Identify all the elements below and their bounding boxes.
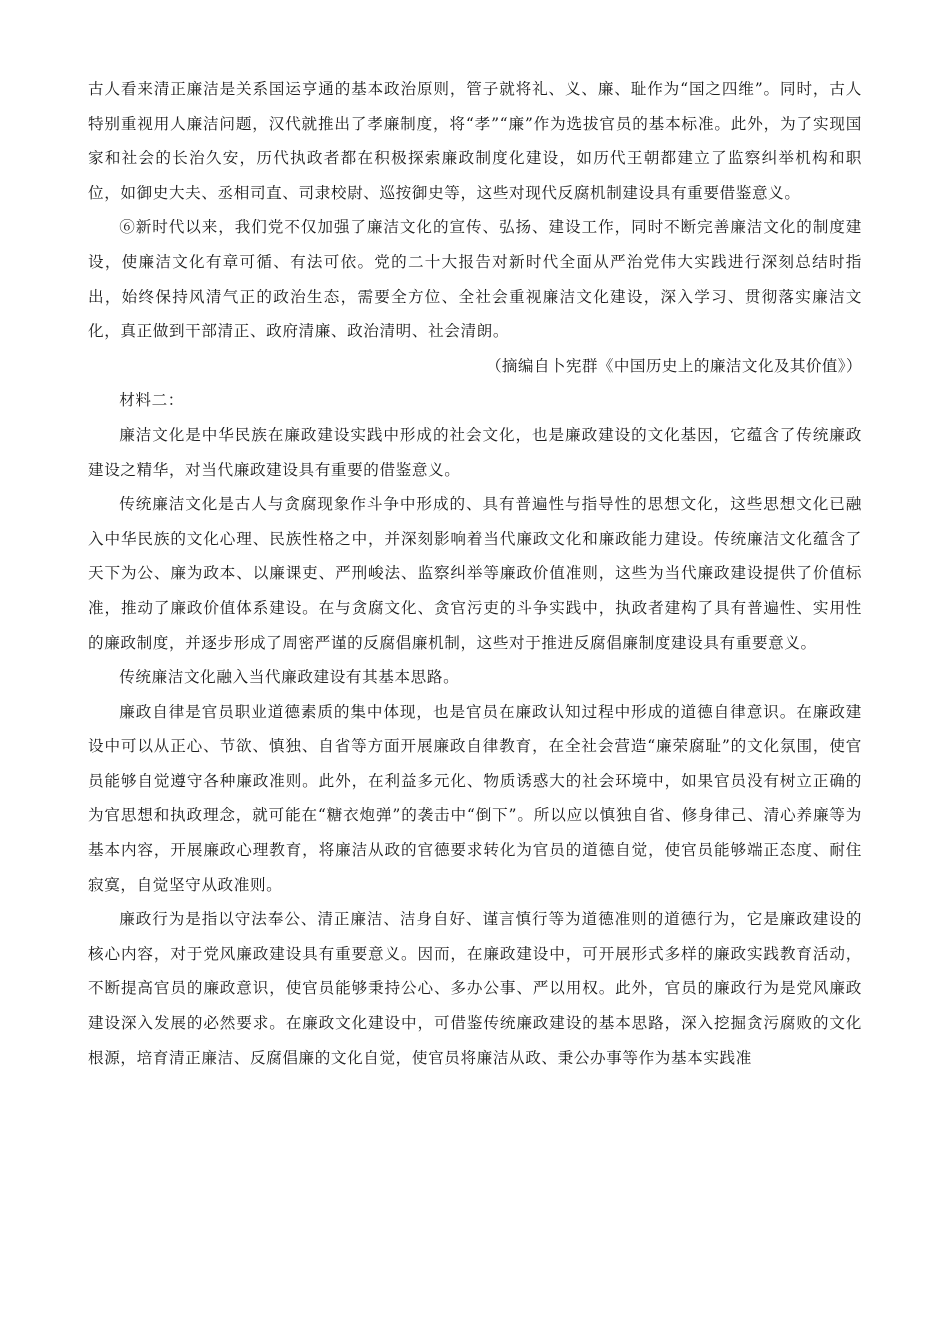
material-two-label: 材料二：: [119, 391, 184, 410]
paragraph-m2-3: 传统廉洁文化融入当代廉政建设有其基本思路。: [119, 668, 460, 687]
paragraph-6: ⑥新时代以来，我们党不仅加强了廉洁文化的宣传、弘扬、建设工作，同时不断完善廉洁文化的制度建设，使廉洁文化有章可循、有法可依。党的二十大报告对新时代全面从严治党伟大实践进行深刻总结时指出，始终保持风清气正的政治生态，需要全方位、全社会重视廉洁文化建设，深入学习、贯彻落实廉洁文化，真正做到干部清正、政府清廉、政治清明、社会清朗。: [88, 218, 862, 341]
paragraph-m2-5: 廉政行为是指以守法奉公、清正廉洁、洁身自好、谨言慎行等为道德准则的道德行为，它是廉政建设的核心内容，对于党风廉政建设具有重要意义。因而，在廉政建设中，可开展形式多样的廉政实践教育活动，不断提高官员的廉政意识，使官员能够秉持公心、多办公事、严以用权。此外，官员的廉政行为是党风廉政建设深入发展的必然要求。在廉政文化建设中，可借鉴传统廉政建设的基本思路，深入挖掘贪污腐败的文化根源，培育清正廉洁、反腐倡廉的文化自觉，使官员将廉洁从政、秉公办事等作为基本实践准: [88, 910, 862, 1067]
paragraph-m2-4: 廉政自律是官员职业道德素质的集中体现，也是官员在廉政认知过程中形成的道德自律意识。在廉政建设中可以从正心、节欲、慎独、自省等方面开展廉政自律教育，在全社会营造“廉荣腐耻”的文化氛围，使官员能够自觉遵守各种廉政准则。此外，在利益多元化、物质诱惑大的社会环境中，如果官员没有树立正确的为官思想和执政理念，就可能在“糖衣炮弹”的袭击中“倒下”。所以应以慎独自省、修身律己、清心养廉等为基本内容，开展廉政心理教育，将廉洁从政的官德要求转化为官员的道德自觉，使官员能够端正态度、耐住寂寞，自觉坚守从政准则。: [88, 702, 862, 894]
paragraph-m2-2: 传统廉洁文化是古人与贪腐现象作斗争中形成的、具有普遍性与指导性的思想文化，这些思想文化已融入中华民族的文化心理、民族性格之中，并深刻影响着当代廉政文化和廉政能力建设。传统廉洁文化蕴含了天下为公、廉为政本、以廉课吏、严刑峻法、监察纠举等廉政价值准则，这些为当代廉政建设提供了价值标准，推动了廉政价值体系建设。在与贪腐文化、贪官污吏的斗争实践中，执政者建构了具有普遍性、实用性的廉政制度，并逐步形成了周密严谨的反腐倡廉机制，这些对于推进反腐倡廉制度建设具有重要意义。: [88, 495, 862, 652]
document-page: [88, 72, 862, 1075]
paragraph-continuation: 古人看来清正廉洁是关系国运亨通的基本政治原则，管子就将礼、义、廉、耻作为“国之四维”。同时，古人特别重视用人廉洁问题，汉代就推出了孝廉制度，将“孝”“廉”作为选拔官员的基本标准。此外，为了实现国家和社会的长治久安，历代执政者都在积极探索廉政制度化建设，如历代王朝都建立了监察纠举机构和职位，如御史大夫、丞相司直、司隶校尉、巡按御史等，这些对现代反腐机制建设具有重要借鉴意义。: [88, 80, 862, 202]
paragraph-m2-1: 廉洁文化是中华民族在廉政建设实践中形成的社会文化，也是廉政建设的文化基因，它蕴含了传统廉政建设之精华，对当代廉政建设具有重要的借鉴意义。: [88, 425, 862, 479]
source-citation: （摘编自卜宪群《中国历史上的廉洁文化及其价值》）: [485, 356, 862, 375]
